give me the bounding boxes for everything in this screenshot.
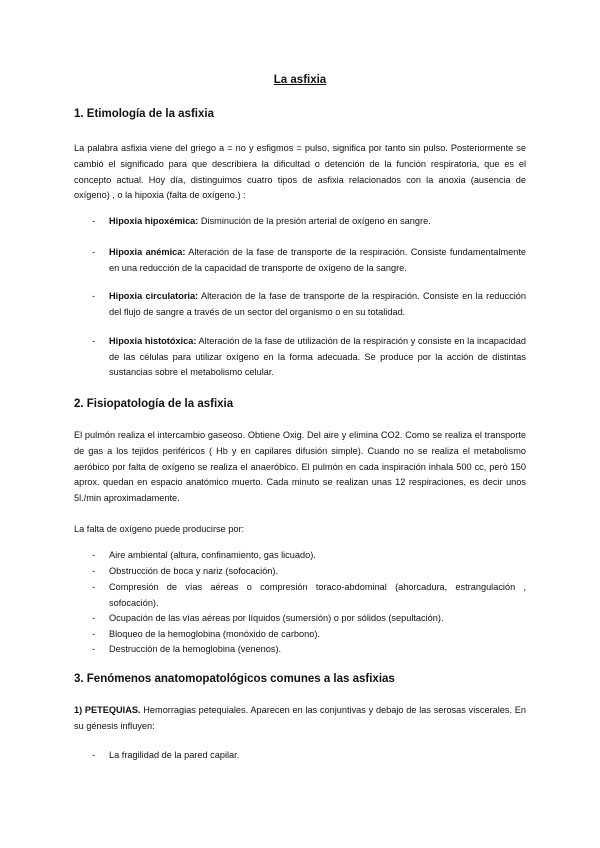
bullet-dash: -: [92, 216, 96, 226]
list-item: [92, 289, 526, 320]
list-item: [92, 548, 526, 564]
list-item: [92, 334, 526, 381]
bullet-dash: -: [92, 566, 96, 576]
item-term: Hipoxia circulatoria:: [109, 291, 199, 301]
bullet-dash: -: [92, 247, 96, 257]
list-item: [92, 627, 526, 643]
item-text: Alteración de la fase de transporte de la respiración. Consiste en la reducción del flujo de sangre a través de un sector del organismo o en su totalidad.: [109, 291, 527, 317]
document-title: La asfixia: [273, 74, 327, 86]
bullet-dash: -: [92, 550, 96, 560]
item-term: Hipoxia histotóxica:: [109, 336, 197, 346]
item-text: La fragilidad de la pared capilar.: [109, 750, 240, 760]
paragraph-text: Hemorragias petequiales. Aparecen en las conjuntivas y debajo de las serosas viscerales. En su génesis influyen:: [74, 705, 526, 731]
item-text: Disminución de la presión arterial de oxígeno en sangre.: [198, 216, 431, 226]
section-heading-fisiopatologia: 2. Fisiopatología de la asfixia: [74, 398, 234, 410]
list-item: [92, 214, 526, 230]
item-text: Compresión de vías aéreas o compresión toraco-abdominal (ahorcadura, estrangulación , sofocación).: [109, 582, 526, 608]
paragraph-etimologia: La palabra asfixia viene del griego a = no y esfigmos = pulso, significa por tanto sin pulso. Posteriormente se cambió el significado para que describiera la dificultad o detención de la función respiratoria, que es el concepto actual. Hoy día, distinguimos cuatro tipos de asfixia relacionados con la anoxia (ausencia de oxígeno) , o la hipoxia (falta de oxígeno.) :: [74, 143, 526, 201]
bullet-dash: -: [92, 582, 96, 592]
list-item: [92, 564, 526, 580]
bullet-dash: -: [92, 629, 96, 639]
bullet-dash: -: [92, 613, 96, 623]
bullet-dash: -: [92, 750, 96, 760]
bullet-dash: -: [92, 644, 96, 654]
paragraph-petequias: [74, 703, 526, 735]
item-term: Hipoxia anémica:: [109, 247, 186, 257]
item-text: Destrucción de la hemoglobina (venenos).: [109, 644, 282, 654]
item-text: Alteración de la fase de utilización de la respiración y consiste en la incapacidad de las células para utilizar oxígeno en la forma adecuada. Se produce por la acción de distintas sustancias sobre el metabolismo celular.: [109, 336, 526, 378]
item-term: Hipoxia hipoxémica:: [109, 216, 199, 226]
paragraph-lead: La falta de oxígeno puede producirse por:: [74, 524, 245, 534]
item-text: Obstrucción de boca y nariz (sofocación).: [109, 566, 279, 576]
section-heading-fenomenos: 3. Fenómenos anatomopatológicos comunes a las asfixias: [74, 673, 395, 685]
list-item: [92, 642, 526, 658]
item-text: Bloqueo de la hemoglobina (monóxido de carbono).: [109, 629, 320, 639]
section-heading-etimologia: 1. Etimología de la asfixia: [74, 108, 214, 120]
item-text: Alteración de la fase de transporte de la respiración. Consiste fundamentalmente en una reducción de la capacidad de transporte de oxígeno de la sangre.: [109, 247, 526, 273]
paragraph-fisiopatologia: El pulmón realiza el intercambio gaseoso. Obtiene Oxig. Del aire y elimina CO2. Como se realiza el transporte de gas a los tejidos periféricos ( Hb y en capilares difusión simple). Cuando no se realiza el metabolismo aeróbico por falta de oxígeno se realiza el anaeróbico. El pulmón en cada inspiración inhala 500 cc, però 150 aprox. quedan en espacio anatómico muerto. Cada minuto se realizan unas 12 respiraciones, es decir unos 5l./min aproximadamente.: [74, 430, 526, 504]
list-item: [92, 611, 526, 627]
item-text: Ocupación de las vías aéreas por líquidos (sumersión) o por sólidos (sepultación).: [109, 613, 444, 623]
bullet-dash: -: [92, 336, 96, 346]
bullet-dash: -: [92, 291, 96, 301]
item-text: Aire ambiental (altura, confinamiento, gas licuado).: [109, 550, 316, 560]
list-item: [92, 245, 526, 276]
paragraph-term: 1) PETEQUIAS.: [74, 705, 141, 715]
list-item: [92, 748, 526, 764]
list-item: [92, 580, 526, 611]
